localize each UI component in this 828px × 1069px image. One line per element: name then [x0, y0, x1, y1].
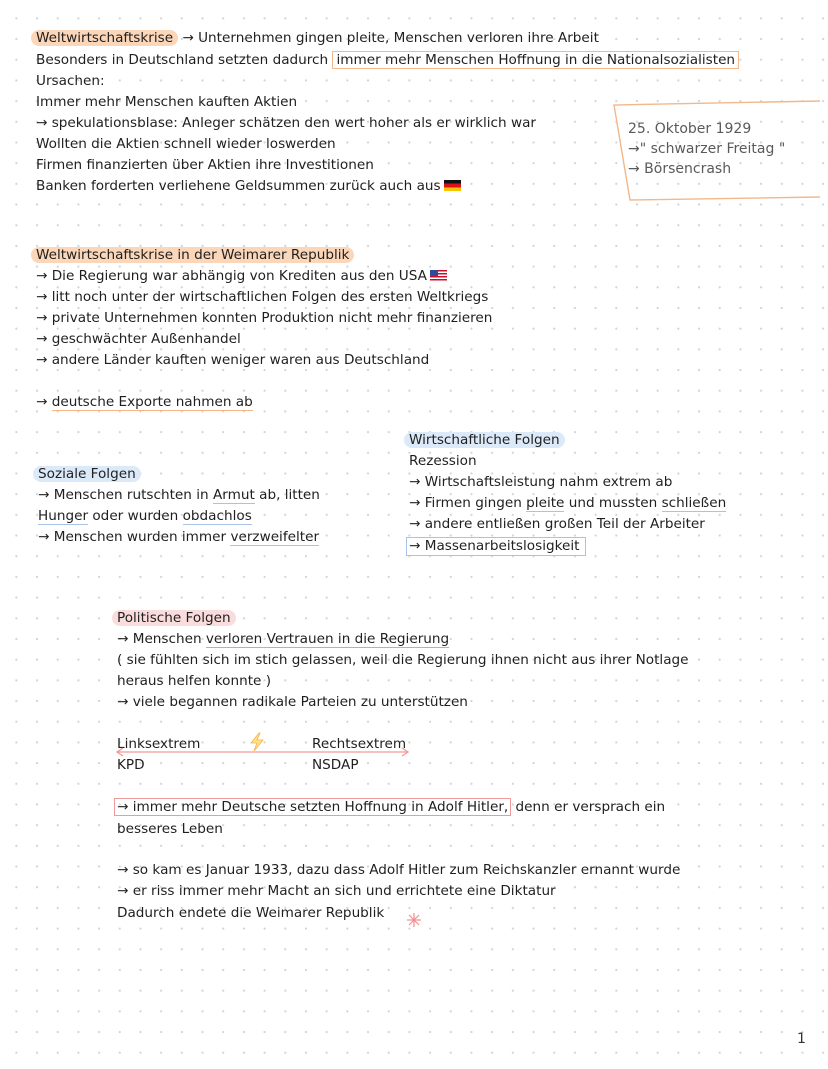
section1-line8	[36, 177, 461, 195]
section2-item-5: → andere Länder kauften weniger waren aus Deutschland	[36, 352, 430, 368]
sparkle-icon	[404, 911, 424, 929]
economic-line3-a: → Firmen gingen	[409, 495, 527, 511]
section2-item-4: → geschwächter Außenhandel	[36, 331, 241, 347]
social-line2	[38, 507, 252, 525]
section1-line8-text: Banken forderten verliehene Geldsummen zurück auch aus	[36, 178, 441, 194]
political-line2: ( sie fühlten sich im stich gelassen, weil die Regierung ihnen nicht aus ihrer Notlage	[117, 652, 689, 668]
nsdap-label: NSDAP	[312, 757, 359, 773]
section1-line2-text: Besonders in Deutschland setzten dadurch	[36, 52, 333, 68]
political-trust-lost: verloren Vertrauen in die Regierung	[205, 631, 450, 647]
exports-line	[36, 393, 253, 411]
stock-crash: → Börsencrash	[628, 161, 732, 177]
unemployment-box: → Massenarbeitslosigkeit	[406, 537, 586, 556]
political-line1-a: → Menschen	[117, 631, 206, 647]
hitler-line1	[117, 798, 665, 816]
left-extreme-label: Linksextrem	[117, 736, 201, 752]
nazi-hope-box: immer mehr Menschen Hoffnung in die Nationalsozialisten	[332, 51, 739, 69]
economic-line4: → andere entließen großen Teil der Arbeiter	[409, 516, 705, 532]
exports-text: deutsche Exporte nahmen ab	[51, 394, 253, 410]
economic-line3-pleite: pleite	[526, 495, 565, 511]
hitler-hope-box: → immer mehr Deutsche setzten Hoffnung in Adolf Hitler,	[114, 798, 511, 816]
social-line3-a: → Menschen wurden immer	[38, 529, 231, 545]
section2-heading: Weltwirtschaftskrise in der Weimarer Republik	[31, 247, 354, 263]
section1-heading: Weltwirtschaftskrise	[31, 30, 178, 46]
social-line1-c: ab, litten	[254, 487, 320, 503]
section1-line1	[36, 29, 599, 47]
social-armut: Armut	[212, 487, 255, 503]
economic-line2: → Wirtschaftsleistung nahm extrem ab	[409, 474, 673, 490]
recession-label: Rezession	[409, 453, 477, 469]
social-line3	[38, 528, 319, 546]
germany-flag-icon	[444, 180, 461, 191]
political-line4: → viele begannen radikale Parteien zu unterstützen	[117, 694, 468, 710]
section2-heading-line	[36, 246, 354, 264]
causes-label: Ursachen:	[36, 73, 105, 89]
social-line1-a: → Menschen rutschten in	[38, 487, 213, 503]
section2-item-1-text: → Die Regierung war abhängig von Krediten aus den USA	[36, 268, 427, 284]
section1-line2	[36, 51, 739, 69]
economic-heading-line	[409, 431, 565, 449]
economic-heading: Wirtschaftliche Folgen	[404, 432, 565, 448]
section2-item-3: → private Unternehmen konnten Produktion nicht mehr finanzieren	[36, 310, 493, 326]
usa-flag-icon	[430, 270, 447, 281]
section2-item-2: → litt noch unter der wirtschaftlichen Folgen des ersten Weltkriegs	[36, 289, 489, 305]
kpd-label: KPD	[117, 757, 145, 773]
lightning-icon	[248, 732, 266, 752]
section1-line7: Firmen finanzierten über Aktien ihre Investitionen	[36, 157, 374, 173]
section1-line6: Wollten die Aktien schnell wieder loswerden	[36, 136, 336, 152]
ending-line3: Dadurch endete die Weimarer Republik	[117, 905, 385, 921]
political-heading-line	[117, 609, 236, 627]
economic-line5	[409, 537, 586, 555]
political-line3: heraus helfen konnte )	[117, 673, 272, 689]
economic-line3	[409, 494, 726, 512]
social-hunger: Hunger	[38, 508, 89, 524]
section1-line4: Immer mehr Menschen kauften Aktien	[36, 94, 298, 110]
social-obdachlos: obdachlos	[182, 508, 252, 524]
social-heading-line	[38, 465, 141, 483]
hitler-line2: besseres Leben	[117, 821, 223, 837]
economic-line3-c: und mussten	[564, 495, 662, 511]
crash-date: 25. Oktober 1929	[628, 121, 752, 137]
section1-heading-rest: → Unternehmen gingen pleite, Menschen verloren ihre Arbeit	[178, 30, 599, 46]
political-line1	[117, 630, 449, 648]
hitler-line1-rest: denn er versprach ein	[511, 799, 666, 815]
section2-item-1	[36, 267, 447, 285]
social-line1	[38, 486, 320, 504]
right-extreme-label: Rechtsextrem	[312, 736, 407, 752]
economic-line3-schliessen: schließen	[661, 495, 727, 511]
social-line2-b: oder wurden	[88, 508, 183, 524]
exports-arrow: →	[36, 394, 52, 410]
black-friday: →" schwarzer Freitag "	[628, 141, 786, 157]
ending-line2: → er riss immer mehr Macht an sich und errichtete eine Diktatur	[117, 883, 556, 899]
political-heading: Politische Folgen	[112, 610, 236, 626]
social-heading: Soziale Folgen	[33, 466, 141, 482]
section1-line5: → spekulationsblase: Anleger schätzen den wert hoher als er wirklich war	[36, 115, 537, 131]
page-number: 1	[797, 1031, 806, 1047]
social-verzweifelter: verzweifelter	[230, 529, 320, 545]
ending-line1: → so kam es Januar 1933, dazu dass Adolf Hitler zum Reichskanzler ernannt wurde	[117, 862, 681, 878]
